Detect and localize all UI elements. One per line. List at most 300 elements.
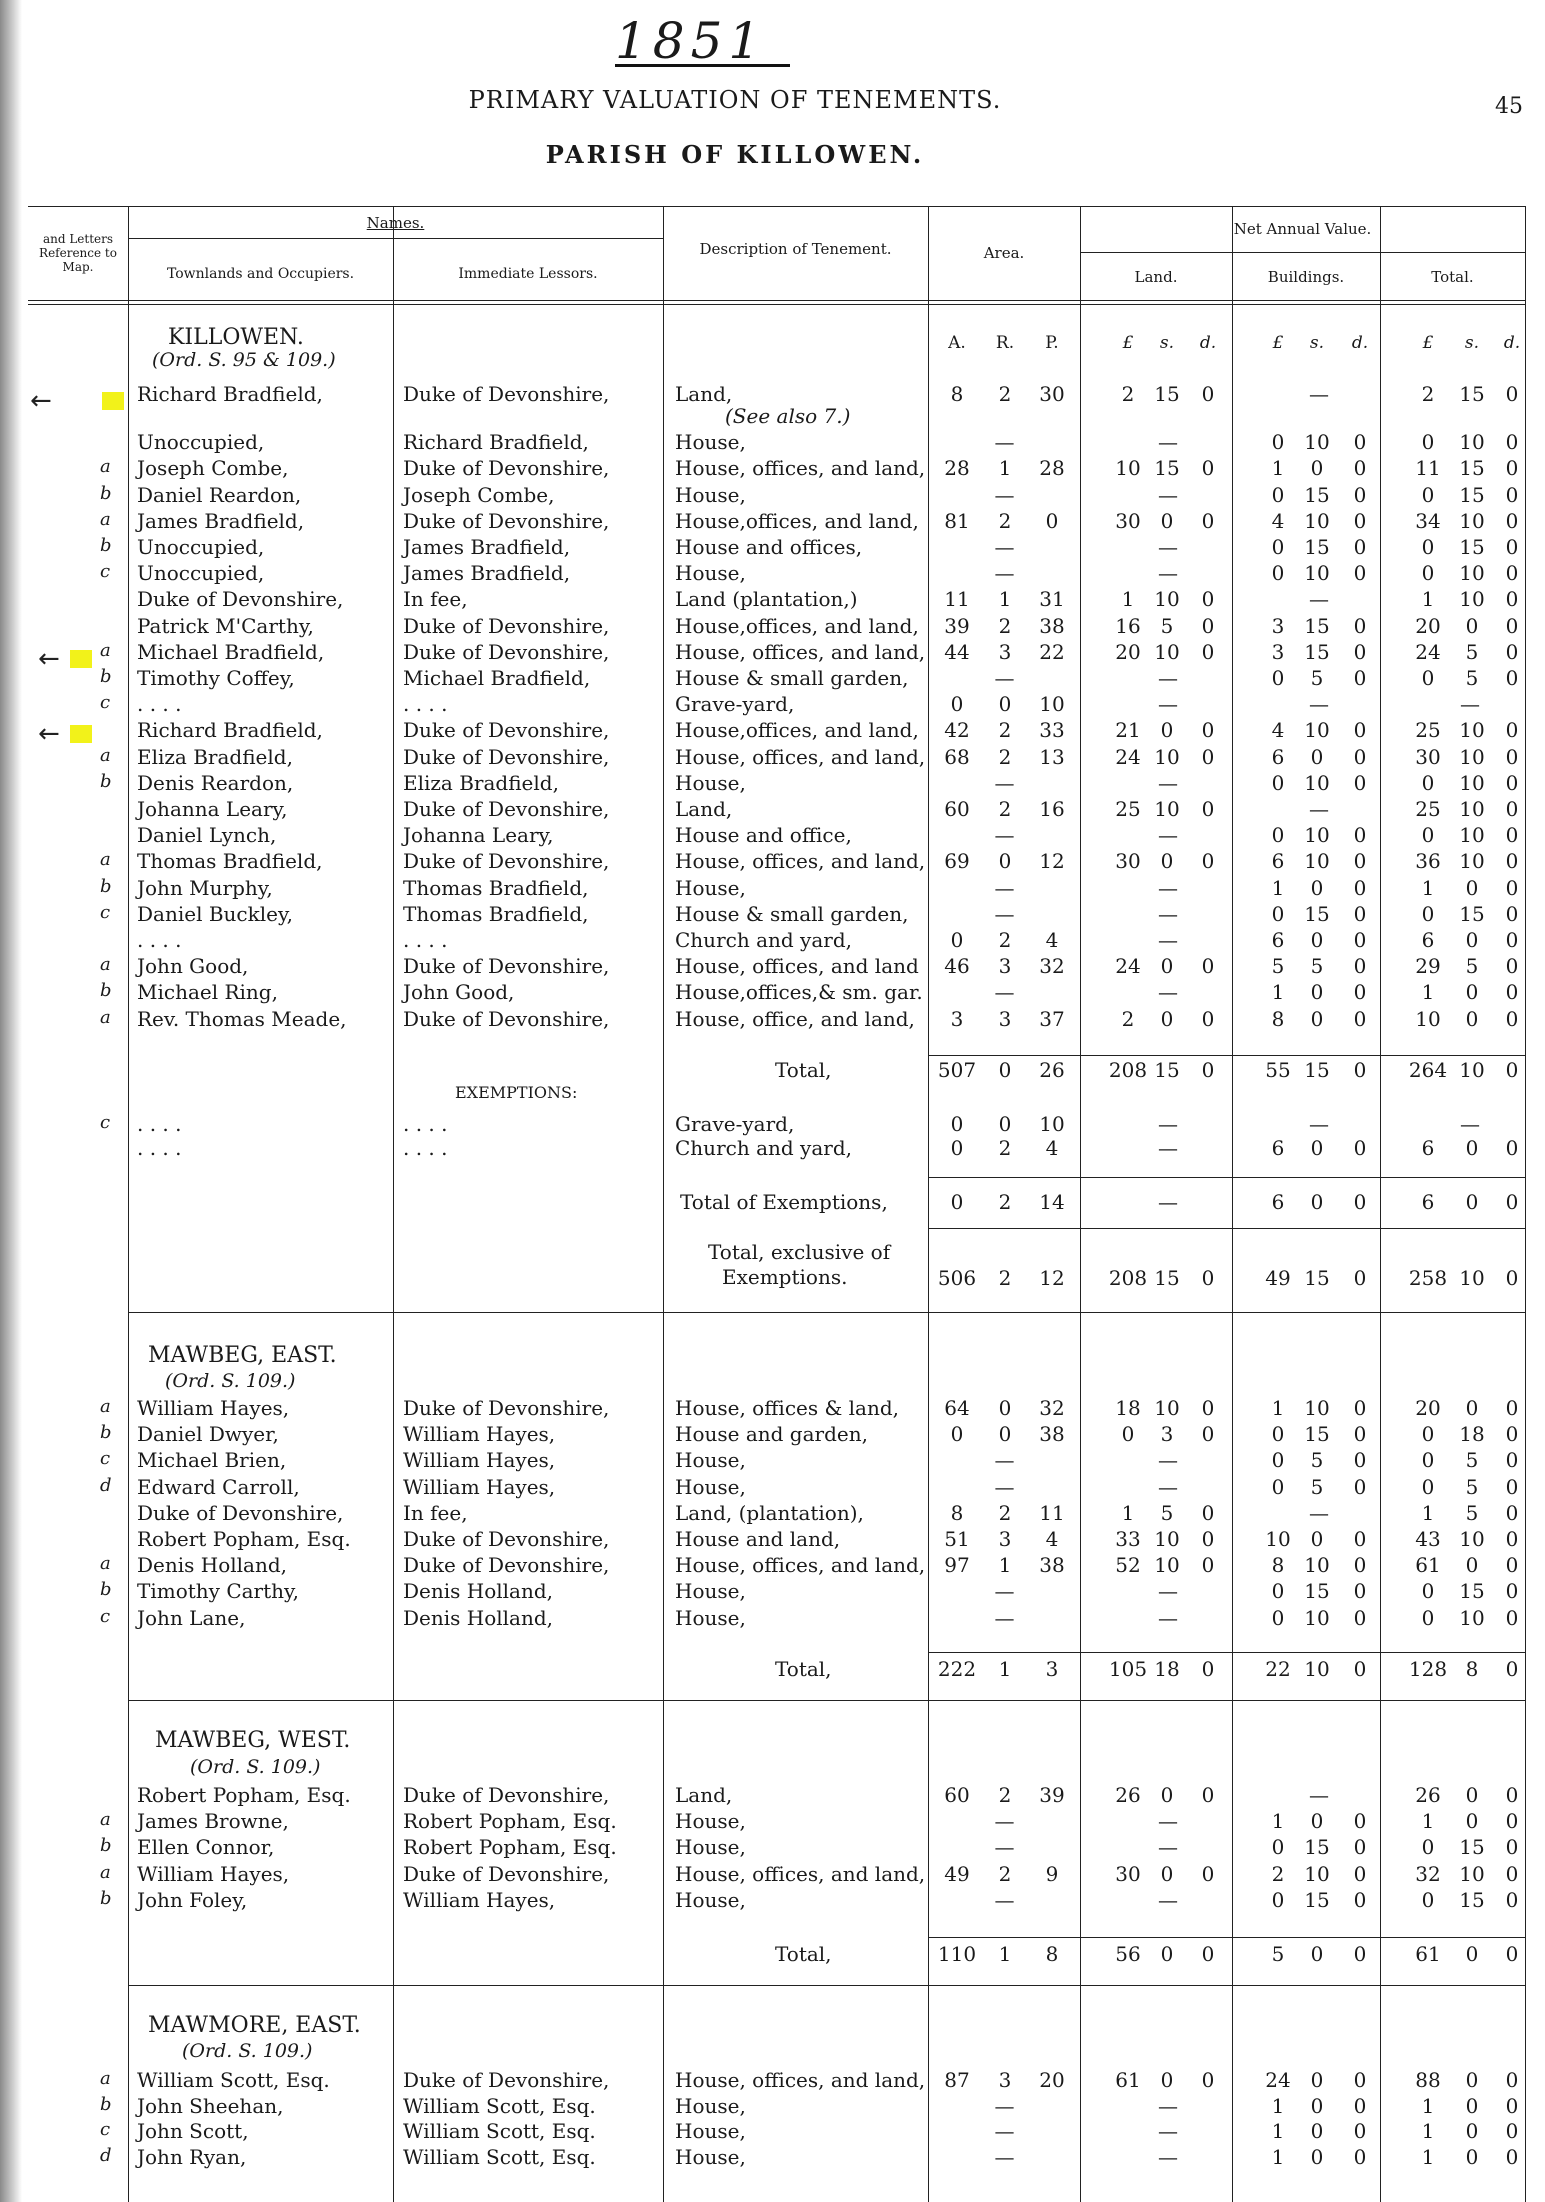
- ordnance-ref: (Ord. S. 109.): [190, 1756, 321, 1778]
- total-area: 0: [998, 1058, 1012, 1082]
- land-value: 10: [1154, 1553, 1180, 1578]
- buildings-value: 0: [1353, 1809, 1367, 1834]
- area-value: 60: [944, 1783, 970, 1807]
- buildings-value: 0: [1353, 1448, 1367, 1473]
- description: House and land,: [675, 1527, 841, 1551]
- buildings-value: 10: [1304, 1605, 1330, 1630]
- lessor: Duke of Devonshire,: [403, 639, 610, 664]
- lessor: William Hayes,: [403, 1474, 556, 1499]
- occupier: . . . .: [137, 692, 182, 717]
- total-value: 30: [1415, 744, 1441, 769]
- description: Church and yard,: [675, 1136, 852, 1160]
- map-letter: a: [100, 456, 111, 478]
- description: Land (plantation,): [675, 587, 858, 612]
- buildings-value: 0: [1271, 561, 1285, 586]
- map-letter: a: [100, 1861, 111, 1883]
- buildings-value: 0: [1353, 849, 1367, 874]
- grid-line: [128, 238, 663, 239]
- map-letter: a: [100, 1396, 111, 1417]
- col-land: Land.: [1134, 268, 1178, 286]
- land-value: 0: [1121, 1422, 1135, 1447]
- buildings-value: 0: [1271, 901, 1285, 926]
- total-value: 0: [1421, 1887, 1435, 1912]
- area-value: 38: [1039, 1422, 1065, 1447]
- buildings-value: 0: [1310, 2093, 1324, 2118]
- buildings-value: 0: [1310, 2068, 1324, 2092]
- total-exclusive-label: Exemptions.: [722, 1265, 848, 1289]
- buildings-value: 0: [1271, 823, 1285, 848]
- buildings-value: 0: [1271, 1422, 1285, 1447]
- description: House and offices,: [675, 535, 863, 559]
- land-value: 0: [1201, 613, 1215, 638]
- buildings-value: 8: [1271, 1553, 1285, 1578]
- map-letter: b: [100, 1579, 112, 1601]
- total-value: 0: [1465, 980, 1479, 1005]
- arrow-icon: ←: [38, 719, 60, 749]
- description: House & small garden,: [675, 901, 909, 926]
- total-value: 6: [1421, 928, 1435, 952]
- total-total: 6: [1421, 1190, 1435, 1214]
- area-value: 22: [1039, 639, 1065, 664]
- lessor: In fee,: [403, 1500, 468, 1525]
- total-value: 0: [1505, 639, 1519, 664]
- land-value: —: [1158, 2144, 1178, 2169]
- occupier: John Murphy,: [137, 875, 273, 900]
- land-value: 0: [1201, 954, 1215, 979]
- lessor: Robert Popham, Esq.: [403, 1809, 617, 1834]
- ordnance-ref: (Ord. S. 109.): [165, 1370, 296, 1392]
- buildings-value: 10: [1304, 430, 1330, 455]
- total-value: 0: [1505, 849, 1519, 874]
- total-value: 0: [1505, 1422, 1519, 1447]
- total-land: 0: [1201, 1058, 1215, 1082]
- total-value: 0: [1505, 561, 1519, 586]
- buildings-value: 0: [1353, 875, 1367, 900]
- lessor: William Hayes,: [403, 1422, 556, 1447]
- total-value: 10: [1459, 1605, 1485, 1630]
- land-value: 0: [1160, 849, 1174, 874]
- area-value: 87: [944, 2068, 970, 2092]
- description: Land,: [675, 1783, 733, 1807]
- area-value: 51: [944, 1527, 970, 1551]
- land-value: 0: [1201, 1783, 1215, 1807]
- area-value: 10: [1039, 692, 1065, 717]
- area-value: 2: [998, 797, 1012, 821]
- col-names: Names.: [366, 214, 425, 232]
- occupier: Daniel Lynch,: [137, 823, 277, 848]
- occupier: Unoccupied,: [137, 430, 265, 455]
- occupier: Robert Popham, Esq.: [137, 1783, 351, 1807]
- land-value: 0: [1201, 744, 1215, 769]
- total-value: 0: [1465, 613, 1479, 638]
- total-value: 0: [1505, 2093, 1519, 2118]
- total-value: 10: [1459, 587, 1485, 612]
- buildings-value: 10: [1304, 1553, 1330, 1578]
- total-rule: [928, 1228, 1525, 1229]
- total-value: 0: [1505, 744, 1519, 769]
- area-value: —: [994, 1579, 1015, 1604]
- map-letter: c: [100, 901, 111, 923]
- total-buildings: 6: [1271, 1190, 1285, 1214]
- land-value: 0: [1201, 508, 1215, 533]
- area-value: 8: [950, 1500, 964, 1525]
- land-value: —: [1158, 561, 1178, 586]
- description: House,: [675, 770, 746, 795]
- occupier: James Bradfield,: [137, 508, 305, 533]
- land-value: 15: [1154, 382, 1180, 406]
- total-total: 0: [1505, 1657, 1519, 1681]
- occupier: William Hayes,: [137, 1396, 290, 1420]
- land-value: —: [1158, 1474, 1178, 1499]
- unit-label: A.: [948, 333, 966, 353]
- highlight-mark: [102, 392, 124, 410]
- highlight-mark: [70, 725, 92, 743]
- description: Land,: [675, 382, 733, 406]
- total-total: 0: [1505, 1058, 1519, 1082]
- area-value: 0: [998, 849, 1012, 874]
- buildings-value: 10: [1304, 508, 1330, 533]
- total-value: 0: [1505, 382, 1519, 406]
- lessor: Duke of Devonshire,: [403, 1783, 610, 1807]
- total-land: 18: [1154, 1657, 1180, 1681]
- area-value: 1: [998, 456, 1012, 481]
- lessor: Duke of Devonshire,: [403, 1006, 610, 1031]
- description: House, offices, and land,: [675, 1553, 926, 1578]
- area-value: 2: [998, 1136, 1012, 1160]
- map-letter: b: [100, 1835, 112, 1857]
- land-value: 10: [1154, 587, 1180, 612]
- area-value: 2: [998, 613, 1012, 638]
- area-value: —: [994, 770, 1015, 795]
- occupier: Unoccupied,: [137, 535, 265, 559]
- area-value: 1: [998, 587, 1012, 612]
- land-value: 0: [1160, 1006, 1174, 1031]
- total-area: 1: [998, 1657, 1012, 1681]
- grid-line: [128, 206, 129, 2202]
- buildings-value: 0: [1353, 1579, 1367, 1604]
- total-value: 10: [1459, 744, 1485, 769]
- total-value: 0: [1465, 2093, 1479, 2118]
- land-value: 0: [1201, 1500, 1215, 1525]
- total-value: 0: [1505, 797, 1519, 821]
- map-letter: b: [100, 535, 112, 556]
- total-value: 20: [1415, 1396, 1441, 1420]
- total-value: 5: [1465, 954, 1479, 979]
- buildings-value: 0: [1353, 1474, 1367, 1499]
- description: Grave-yard,: [675, 692, 795, 717]
- map-letter: c: [100, 1112, 111, 1133]
- occupier: Timothy Carthy,: [137, 1579, 300, 1604]
- buildings-value: 0: [1353, 1527, 1367, 1551]
- buildings-value: 5: [1271, 954, 1285, 979]
- description: House,: [675, 430, 746, 455]
- land-value: 10: [1154, 1396, 1180, 1420]
- total-total: 264: [1408, 1058, 1448, 1082]
- area-value: 4: [1045, 1527, 1059, 1551]
- lessor: Richard Bradfield,: [403, 430, 589, 455]
- total-land: 0: [1201, 1942, 1215, 1966]
- total-value: 1: [1421, 587, 1435, 612]
- total-value: 1: [1421, 2093, 1435, 2118]
- land-value: 25: [1115, 797, 1141, 821]
- buildings-value: 10: [1304, 1861, 1330, 1886]
- highlight-mark: [70, 650, 92, 668]
- total-value: 6: [1421, 1136, 1435, 1160]
- buildings-value: 5: [1310, 954, 1324, 979]
- buildings-value: 10: [1304, 561, 1330, 586]
- land-value: 2: [1121, 382, 1135, 406]
- total-value: 10: [1459, 849, 1485, 874]
- buildings-value: 0: [1310, 1809, 1324, 1834]
- area-value: 2: [998, 1861, 1012, 1886]
- total-value: 0: [1505, 1887, 1519, 1912]
- area-value: —: [994, 980, 1015, 1005]
- area-value: —: [994, 901, 1015, 926]
- description: House,offices, and land,: [675, 613, 919, 638]
- description: House, offices, and land,: [675, 456, 926, 481]
- col-buildings: Buildings.: [1267, 268, 1345, 286]
- buildings-value: 0: [1353, 823, 1367, 848]
- description: House,: [675, 2144, 746, 2169]
- land-value: 5: [1160, 613, 1174, 638]
- buildings-value: 0: [1310, 1527, 1324, 1551]
- land-value: —: [1158, 823, 1178, 848]
- occupier: John Scott,: [137, 2119, 249, 2143]
- total-value: 15: [1459, 901, 1485, 926]
- lessor: John Good,: [403, 980, 515, 1005]
- total-value: 0: [1505, 666, 1519, 690]
- lessor: Duke of Devonshire,: [403, 797, 610, 821]
- buildings-value: 3: [1271, 639, 1285, 664]
- total-exemptions-label: Total of Exemptions,: [680, 1190, 888, 1214]
- total-value: 0: [1465, 1136, 1479, 1160]
- total-buildings: 0: [1353, 1058, 1367, 1082]
- area-value: 38: [1039, 613, 1065, 638]
- land-value: 24: [1115, 744, 1141, 769]
- lessor: Eliza Bradfield,: [403, 770, 559, 795]
- total-area: 3: [1045, 1657, 1059, 1681]
- land-value: 10: [1154, 797, 1180, 821]
- total-value: 0: [1505, 430, 1519, 455]
- col-occupiers: Townlands and Occupiers.: [166, 266, 355, 282]
- total-value: 10: [1459, 1527, 1485, 1551]
- area-value: 0: [998, 692, 1012, 717]
- total-land: 105: [1108, 1657, 1148, 1681]
- total-area: 506: [937, 1266, 977, 1290]
- area-value: 12: [1039, 849, 1065, 874]
- total-value: 0: [1505, 928, 1519, 952]
- total-area: 12: [1039, 1266, 1065, 1290]
- total-value: 0: [1505, 2119, 1519, 2143]
- map-letter: a: [100, 2068, 111, 2089]
- lessor: Duke of Devonshire,: [403, 613, 610, 638]
- total-total: 0: [1505, 1942, 1519, 1966]
- buildings-value: 0: [1353, 1887, 1367, 1912]
- lessor: Duke of Devonshire,: [403, 1396, 610, 1420]
- occupier: James Browne,: [137, 1809, 289, 1834]
- section-divider: [128, 1985, 1525, 1986]
- occupier: . . . .: [137, 1136, 182, 1160]
- buildings-value: 0: [1310, 2144, 1324, 2169]
- col-area: Area.: [983, 244, 1025, 262]
- buildings-value: 15: [1304, 1422, 1330, 1447]
- total-value: 1: [1421, 875, 1435, 900]
- total-value: 0: [1505, 1835, 1519, 1860]
- land-value: —: [1158, 2093, 1178, 2118]
- description: House, offices, and land: [675, 954, 919, 979]
- land-value: 21: [1115, 718, 1141, 743]
- land-value: 0: [1201, 1553, 1215, 1578]
- area-value: 0: [1045, 508, 1059, 533]
- lessor: Duke of Devonshire,: [403, 508, 610, 533]
- total-value: 34: [1415, 508, 1441, 533]
- total-value: 15: [1459, 482, 1485, 507]
- total-value: 0: [1465, 1553, 1479, 1578]
- total-value: 25: [1415, 718, 1441, 743]
- map-letter: b: [100, 1887, 112, 1909]
- total-value: 0: [1505, 823, 1519, 848]
- lessor: Duke of Devonshire,: [403, 2068, 610, 2092]
- land-value: 33: [1115, 1527, 1141, 1551]
- total-value: 10: [1459, 823, 1485, 848]
- unit-label: d.: [1503, 333, 1521, 353]
- total-land: 208: [1108, 1058, 1148, 1082]
- total-value: 5: [1465, 666, 1479, 690]
- land-value: 0: [1160, 1783, 1174, 1807]
- buildings-value: 0: [1353, 1835, 1367, 1860]
- total-label: Total,: [775, 1657, 832, 1681]
- total-value: 10: [1459, 508, 1485, 533]
- area-value: 97: [944, 1553, 970, 1578]
- arrow-icon: ←: [30, 386, 52, 416]
- townland-name: KILLOWEN.: [168, 325, 304, 350]
- map-letter: b: [100, 666, 112, 687]
- occupier: Denis Holland,: [137, 1553, 288, 1578]
- buildings-value: 0: [1310, 928, 1324, 952]
- land-value: —: [1158, 2119, 1178, 2143]
- total-area: 507: [937, 1058, 977, 1082]
- area-value: 11: [1039, 1500, 1065, 1525]
- total-area: 222: [937, 1657, 977, 1681]
- occupier: Thomas Bradfield,: [137, 849, 323, 874]
- buildings-value: 0: [1353, 2093, 1367, 2118]
- total-value: 15: [1459, 1835, 1485, 1860]
- area-value: 37: [1039, 1006, 1065, 1031]
- lessor: Duke of Devonshire,: [403, 456, 610, 481]
- area-value: —: [994, 666, 1015, 690]
- land-value: 1: [1121, 1500, 1135, 1525]
- map-letter: a: [100, 849, 111, 871]
- total-value: 0: [1505, 1006, 1519, 1031]
- land-value: 0: [1160, 718, 1174, 743]
- total-area: 14: [1039, 1190, 1065, 1214]
- land-value: 10: [1154, 1527, 1180, 1551]
- total-value: 1: [1421, 1500, 1435, 1525]
- lessor: William Scott, Esq.: [403, 2144, 596, 2169]
- lessor: Duke of Devonshire,: [403, 718, 610, 743]
- buildings-value: 0: [1271, 1474, 1285, 1499]
- land-value: 0: [1201, 639, 1215, 664]
- area-value: 2: [998, 718, 1012, 743]
- land-value: —: [1158, 666, 1178, 690]
- total-value: 0: [1505, 456, 1519, 481]
- total-value: —: [1460, 1112, 1480, 1136]
- total-value: 61: [1415, 1553, 1441, 1578]
- description: House,: [675, 2093, 746, 2118]
- area-value: —: [994, 1474, 1015, 1499]
- lessor: . . . .: [403, 1112, 448, 1136]
- occupier: Rev. Thomas Meade,: [137, 1006, 347, 1031]
- buildings-value: 0: [1353, 666, 1367, 690]
- area-value: 44: [944, 639, 970, 664]
- buildings-value: 0: [1310, 1006, 1324, 1031]
- area-value: 2: [998, 382, 1012, 406]
- unit-label: £: [1422, 333, 1434, 353]
- lessor: . . . .: [403, 928, 448, 952]
- buildings-value: 1: [1271, 1396, 1285, 1420]
- buildings-value: —: [1309, 382, 1329, 406]
- area-value: —: [994, 1605, 1015, 1630]
- occupier: . . . .: [137, 928, 182, 952]
- buildings-value: 10: [1304, 770, 1330, 795]
- total-buildings: 0: [1310, 1942, 1324, 1966]
- occupier: Eliza Bradfield,: [137, 744, 293, 769]
- total-value: 10: [1459, 1861, 1485, 1886]
- total-value: 10: [1459, 718, 1485, 743]
- description: House,offices, and land,: [675, 718, 919, 743]
- total-total: 0: [1505, 1266, 1519, 1290]
- unit-label: £: [1122, 333, 1134, 353]
- buildings-value: 0: [1353, 535, 1367, 559]
- land-value: 52: [1115, 1553, 1141, 1578]
- buildings-value: 0: [1310, 2119, 1324, 2143]
- grid-line: [28, 300, 1525, 301]
- total-value: 0: [1421, 901, 1435, 926]
- buildings-value: 6: [1271, 928, 1285, 952]
- description: House,: [675, 1579, 746, 1604]
- townland-name: MAWBEG, WEST.: [155, 1728, 351, 1753]
- map-letter: c: [100, 1448, 111, 1470]
- unit-label: R.: [995, 333, 1015, 353]
- area-value: 3: [998, 639, 1012, 664]
- area-value: 46: [944, 954, 970, 979]
- area-value: 0: [998, 1422, 1012, 1447]
- buildings-value: 0: [1271, 430, 1285, 455]
- area-value: 3: [998, 1527, 1012, 1551]
- buildings-value: —: [1309, 1783, 1329, 1807]
- buildings-value: 1: [1271, 2144, 1285, 2169]
- total-total: 258: [1408, 1266, 1448, 1290]
- buildings-value: 1: [1271, 2093, 1285, 2118]
- total-value: 0: [1465, 1006, 1479, 1031]
- description: House,offices,& sm. gar.: [675, 980, 923, 1005]
- occupier: John Foley,: [137, 1887, 248, 1912]
- map-letter: a: [100, 1809, 111, 1831]
- occupier: William Hayes,: [137, 1861, 290, 1886]
- total-value: 0: [1505, 770, 1519, 795]
- ordnance-ref: (Ord. S. 95 & 109.): [152, 349, 336, 371]
- total-buildings: 49: [1265, 1266, 1291, 1290]
- area-value: 0: [950, 1136, 964, 1160]
- area-value: 0: [998, 1396, 1012, 1420]
- area-value: 38: [1039, 1553, 1065, 1578]
- map-letter: c: [100, 561, 111, 583]
- total-value: 26: [1415, 1783, 1441, 1807]
- grid-line: [28, 206, 1525, 207]
- total-area: 2: [998, 1266, 1012, 1290]
- occupier: Daniel Reardon,: [137, 482, 302, 507]
- total-value: 0: [1505, 901, 1519, 926]
